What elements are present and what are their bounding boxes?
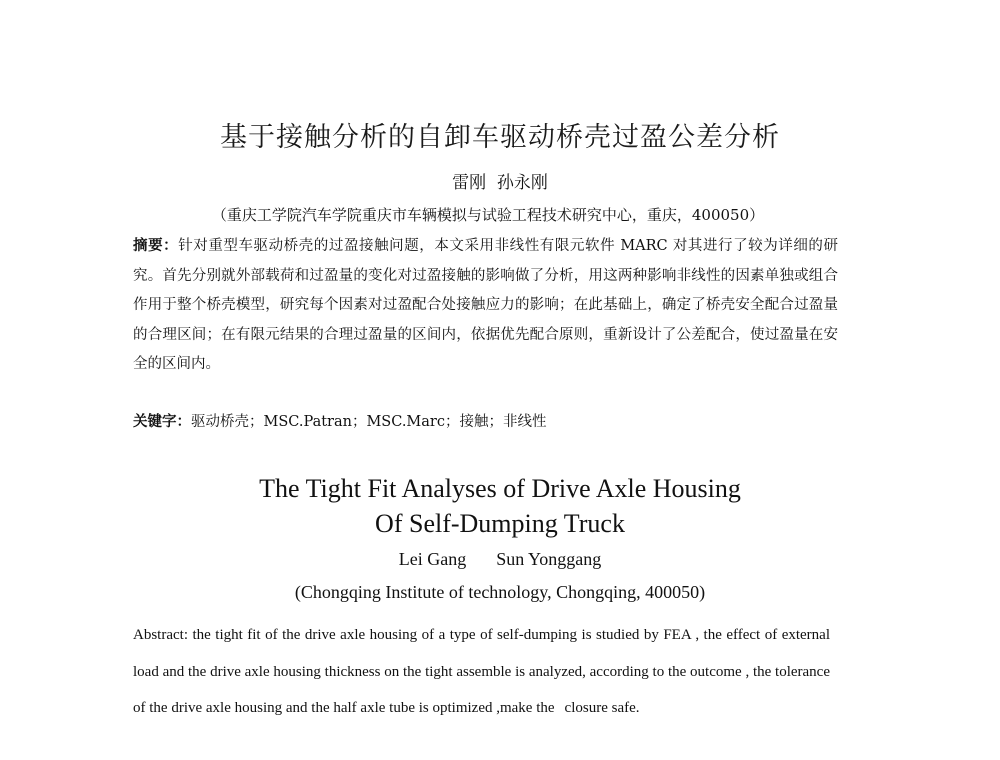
english-author-2: Sun Yonggang xyxy=(496,549,602,569)
english-author-1: Lei Gang xyxy=(398,549,467,569)
english-abstract-text: Abstract: the tight fit of the drive axle housing of a type of self-dumping is studied by FEA , the effect of external load and the drive axle housing thickness on the tight assemble is analyzed, according to the outcome , the tolerance of the drive axle housing and the half axle tube is optimized ,make the xyxy=(133,627,830,716)
chinese-keywords-text: 驱动桥壳；MSC.Patran；MSC.Marc；接触；非线性 xyxy=(191,414,547,430)
chinese-abstract-text: 针对重型车驱动桥壳的过盈接触问题，本文采用非线性有限元软件 MARC 对其进行了较为详细的研究。首先分别就外部载荷和过盈量的变化对过盈接触的影响做了分析，用这两种影响非线性的因素单独或组合作用于整个桥壳模型，研究每个因素对过盈配合处接触应力的影响；在此基础上，确定了桥壳安全配合过盈量的合理区间；在有限元结果的合理过盈量的区间内，依据优先配合原则，重新设计了公差配合，使过盈量在安全的区间内。 xyxy=(133,238,838,372)
chinese-authors: 雷刚 孙永刚 xyxy=(452,173,548,193)
english-affiliation: (Chongqing Institute of technology, Chongqing, 400050) xyxy=(294,582,706,602)
english-title-line-2: Of Self-Dumping Truck xyxy=(375,509,625,538)
chinese-keywords-label: 关键字： xyxy=(133,414,191,430)
chinese-keywords xyxy=(133,410,546,431)
english-title-line-1: The Tight Fit Analyses of Drive Axle Housing xyxy=(259,474,741,503)
english-abstract xyxy=(133,617,830,727)
chinese-abstract-label: 摘要： xyxy=(133,238,179,254)
chinese-title: 基于接触分析的自卸车驱动桥壳过盈公差分析 xyxy=(220,122,780,153)
chinese-abstract xyxy=(133,232,838,380)
english-authors xyxy=(0,549,1000,570)
chinese-affiliation: （重庆工学院汽车学院重庆市车辆模拟与试验工程技术研究中心，重庆，400050） xyxy=(211,206,765,224)
english-abstract-end: closure safe. xyxy=(564,700,640,716)
